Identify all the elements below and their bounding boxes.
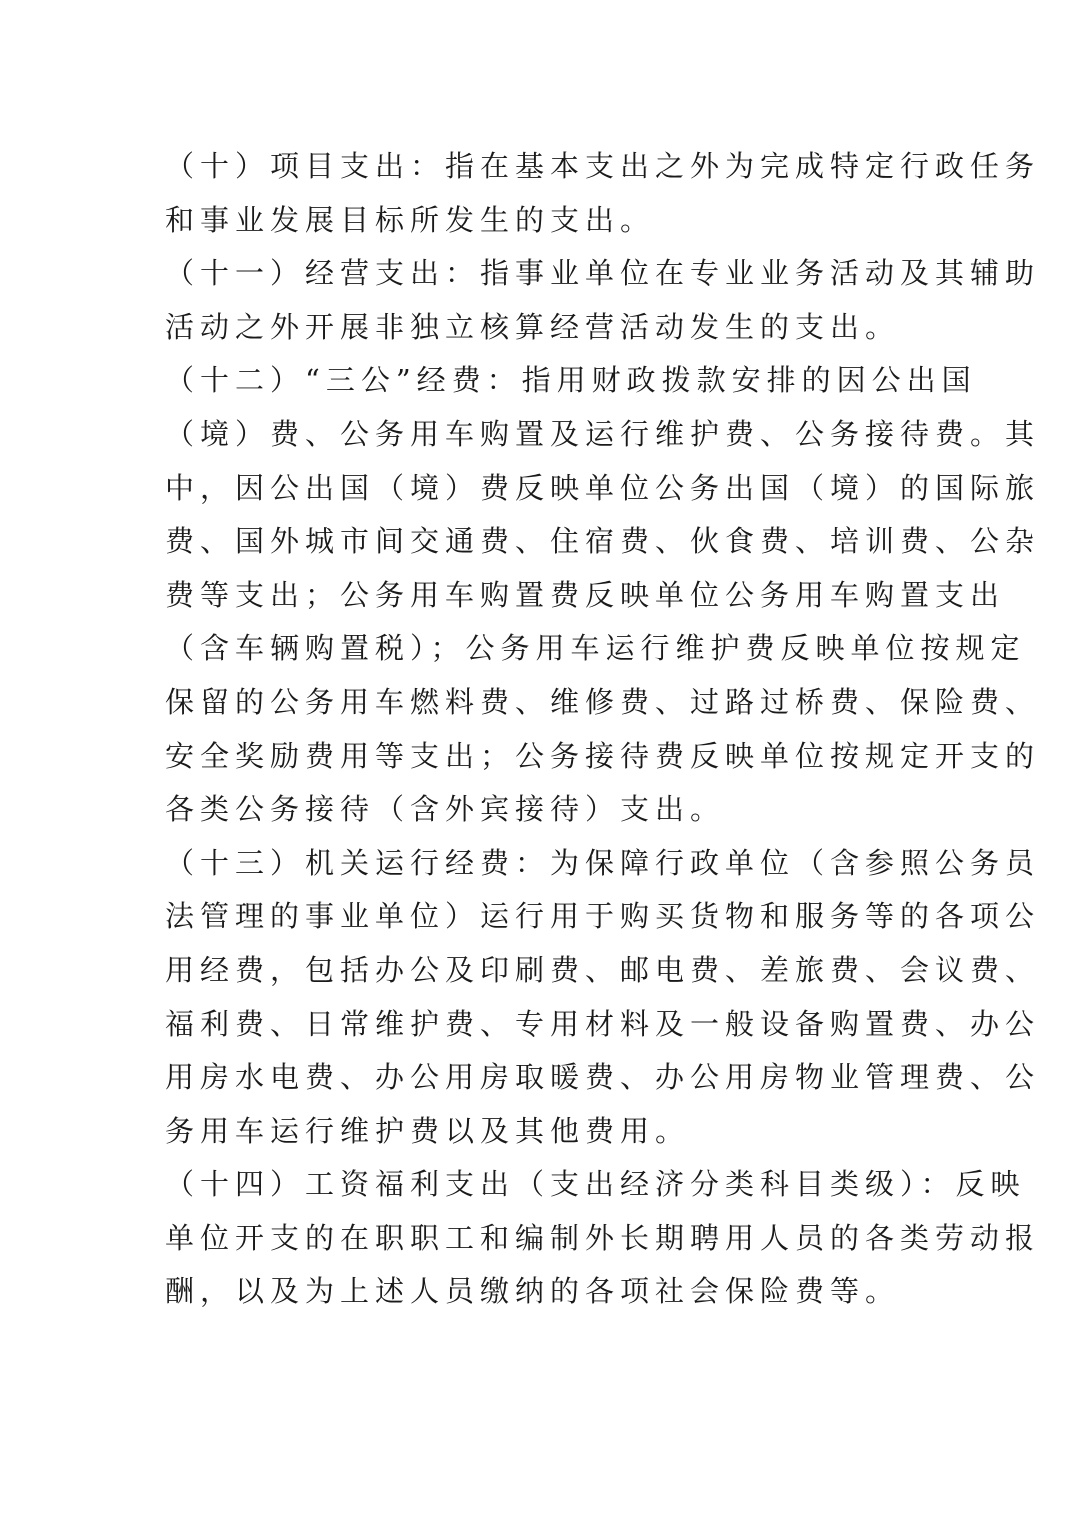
text-line: 费、国外城市间交通费、住宿费、伙食费、培训费、公杂 xyxy=(165,524,1041,559)
text-line: 福利费、日常维护费、专用材料及一般设备购置费、办公 xyxy=(165,1006,1041,1041)
text-line: 用房水电费、办公用房取暖费、办公用房物业管理费、公 xyxy=(165,1060,1041,1095)
text-line: （十一）经营支出：指事业单位在专业业务活动及其辅助 xyxy=(165,256,1041,291)
paragraph-project-expenditure xyxy=(165,140,1041,247)
text-line: 安全奖励费用等支出；公务接待费反映单位按规定开支的 xyxy=(165,738,1041,773)
text-line: 务用车运行维护费以及其他费用。 xyxy=(165,1113,691,1148)
text-line: 保留的公务用车燃料费、维修费、过路过桥费、保险费、 xyxy=(165,684,1041,719)
text-line: 用经费，包括办公及印刷费、邮电费、差旅费、会议费、 xyxy=(165,952,1041,987)
text-line: 费等支出；公务用车购置费反映单位公务用车购置支出 xyxy=(165,577,1006,612)
text-line: 单位开支的在职职工和编制外长期聘用人员的各类劳动报 xyxy=(165,1220,1041,1255)
text-line: （十）项目支出：指在基本支出之外为完成特定行政任务 xyxy=(165,149,1041,183)
text-line: （含车辆购置税）；公务用车运行维护费反映单位按规定 xyxy=(165,631,1026,666)
paragraph-operating-expenditure xyxy=(165,247,1041,354)
paragraph-three-public-expenses xyxy=(165,354,1041,836)
text-line: （十三）机关运行经费：为保障行政单位（含参照公务员 xyxy=(165,845,1041,880)
text-line: 各类公务接待（含外宾接待）支出。 xyxy=(165,792,726,827)
text-line: （十二）“三公”经费：指用财政拨款安排的因公出国 xyxy=(165,363,977,398)
text-line: 酬，以及为上述人员缴纳的各项社会保险费等。 xyxy=(165,1274,901,1309)
text-line: （境）费、公务用车购置及运行维护费、公务接待费。其 xyxy=(165,416,1041,451)
paragraph-wage-welfare-expenditure xyxy=(165,1158,1041,1319)
text-line: 和事业发展目标所发生的支出。 xyxy=(165,202,656,237)
text-line: 活动之外开展非独立核算经营活动发生的支出。 xyxy=(165,309,901,344)
paragraph-agency-operating-funds xyxy=(165,837,1041,1159)
text-line: 中，因公出国（境）费反映单位公务出国（境）的国际旅 xyxy=(165,470,1041,505)
text-line: （十四）工资福利支出（支出经济分类科目类级）：反映 xyxy=(165,1167,1026,1202)
text-line: 法管理的事业单位）运行用于购买货物和服务等的各项公 xyxy=(165,899,1041,934)
document-body xyxy=(165,140,1041,1319)
